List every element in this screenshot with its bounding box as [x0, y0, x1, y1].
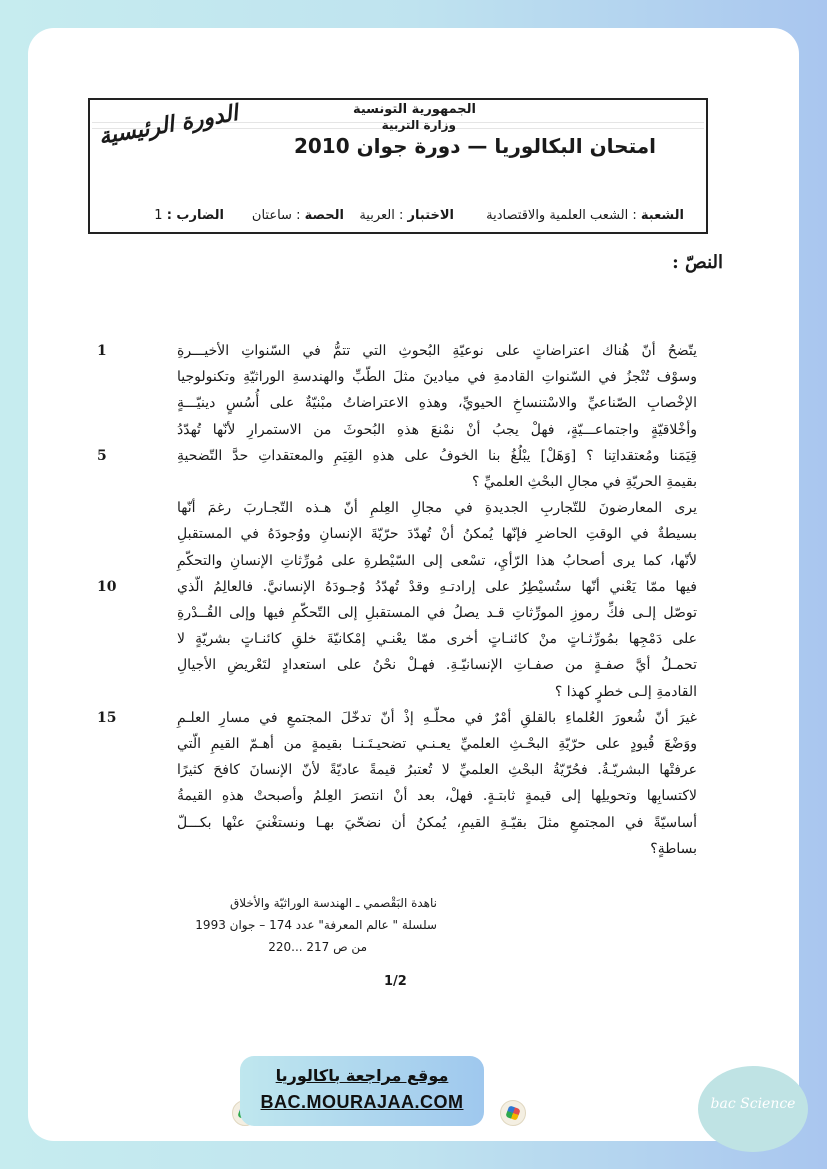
- passage-line: [177, 731, 697, 757]
- passage-line-text: لاكتسابِها وتحويلِها إلى قيمةٍ ثابتـةٍ. فهلْ، بعد أنْ انتصرَ العِلمُ وأصبحتْ هذهِ القيمةُ: [177, 788, 697, 805]
- duration-info: [252, 208, 344, 223]
- coefficient-value: 1: [154, 208, 163, 223]
- passage-line: [177, 626, 697, 652]
- passage-line: [97, 338, 697, 364]
- passage-line: [177, 783, 697, 809]
- duration-value: : ساعتان: [251, 208, 301, 223]
- passage-line: [97, 443, 697, 469]
- coefficient-info: [154, 208, 224, 223]
- passage-line: [177, 757, 697, 783]
- passage-line-text: بسيطةٌ في الوقتِ الحاضرِ فإنّها يُمكنُ أنْ تُهدّدَ حرّيّةَ الإنسانِ ووُجودَهُ في المستقبلِ: [177, 526, 697, 543]
- republic-name: الجمهورية التونسية: [352, 102, 476, 117]
- footer-site-banner[interactable]: [240, 1056, 484, 1126]
- passage-line-text: بقيمةِ الحريّةِ في مجالِ البحْثِ العلميِّ ؟: [471, 474, 697, 490]
- passage-line: [177, 364, 697, 390]
- footer-site-arabic[interactable]: موقع مراجعة باكالوريا: [275, 1066, 449, 1085]
- passage-line: [97, 705, 697, 731]
- passage-line: [97, 574, 697, 600]
- exam-title: امتحان البكالوريا — دورة جوان 2010: [293, 134, 656, 158]
- passage-line: [177, 495, 697, 521]
- line-number: 1: [97, 343, 107, 359]
- coefficient-label: الضارب :: [166, 208, 224, 223]
- logo-right-icon: [500, 1100, 526, 1126]
- section-value: : الشعب العلمية والاقتصادية: [486, 208, 637, 223]
- passage-line-text: وسوْف تُنْجزُ في السّنواتِ القادمةِ في ميادينَ مثلَ الطّبِّ والهندسةِ الوراثيّةِ وتكنولوجيا: [177, 369, 697, 386]
- passage-line-text: الإخْصابِ الصّناعيِّ والاسْتنساخِ الحيويِّ، وهذهِ الاعتراضاتُ مبْنيّةٌ على أُسُسٍ دينيّـــةٍ: [177, 395, 697, 412]
- passage-line: [177, 810, 697, 836]
- subject-info: [359, 208, 454, 223]
- badge-label: bac Science: [710, 1096, 796, 1112]
- passage-line-text: تحمـلُ أيَّ صفـةٍ من صفـاتِ الإنسانيّـةِ. فهـلْ نحْنُ على استعدادٍ لتَعْريضِ الأجيالِ: [177, 657, 697, 674]
- bac-science-badge: [698, 1066, 808, 1152]
- passage-line: [177, 521, 697, 547]
- passage-line: [177, 679, 697, 705]
- source-pages: من ص 217 ...220: [268, 940, 367, 954]
- passage-line-text: غيرَ أنّ شُعورَ العُلماءِ بالقلقِ أمْرٌ في محلّـهِ إذْ أنّ تدخّلَ المجتمعِ في مسارِ العلـمِ: [177, 709, 697, 726]
- footer-site-url[interactable]: BAC.MOURAJAA.COM: [260, 1092, 464, 1112]
- line-number: 15: [97, 709, 117, 726]
- source-author-title: ناهدة البَقْصمي ـ الهندسة الوراثيّة والأخلاق: [229, 896, 437, 910]
- session-label: الدورة الرئيسية: [96, 99, 240, 151]
- exam-info-row: [106, 208, 692, 228]
- passage-line-text: قِيَمَنا ومُعتقداتِنا ؟ [وَهَلْ] يبْلُغُ بنا الخوفُ على هذهِ القِيَمِ والمعتقداتِ حدَّ التّضحيةِ: [177, 447, 697, 464]
- section-label: الشعبة: [640, 208, 684, 223]
- passage-line: [177, 469, 697, 495]
- passage-line-text: بساطةٍ؟: [650, 840, 697, 857]
- passage-line: [177, 548, 697, 574]
- passage-line-text: فيها ممّا يَعْني أنّها ستُسيْطِرُ على إرادتـهِ وقدْ تُهدّدُ وُجـودَهُ الإنسانيَّ. فالعالِمُ الّذي: [177, 578, 697, 595]
- passage-line-text: يتّضحُ أنّ هُناك اعتراضاتٍ على نوعيّةِ البُحوثِ التي تتمُّ في السّنواتِ الأخيـــرةِ: [177, 343, 697, 359]
- passage-line-text: ووَضْعَ قُيودٍ على حرّيّةِ البحْـثِ العلميِّ يعـنـي تضحيـتَـنـا بقيمةٍ من أهـمّ القيمِ الّتي: [177, 736, 697, 752]
- passage-line: [177, 836, 697, 862]
- subject-value: : العربية: [359, 208, 404, 223]
- passage-line-text: توصّل إلـى فكِّ رموزِ المورِّثاتِ قـد يصلُ في المستقبلِ إلى التّحكّمِ فيها وإلى القُــدْرةِ: [177, 605, 697, 621]
- ministry-name: وزارة التربية: [381, 118, 456, 132]
- passage-line-text: عرفتْها البشريّـةُ. فحُرّيّةُ البحْثِ العلميِّ لا تُعتبرُ قيمةً عاديّةً لأنّ الإنسانَ كافحَ كثيرًا: [177, 762, 697, 779]
- duration-label: الحصة: [304, 208, 344, 223]
- passage-line: [177, 390, 697, 416]
- section-info: [486, 208, 684, 223]
- passage-line-text: يرى المعارضونَ للتّجاربِ الجديدةِ في مجالِ العِلمِ أنّ هـذه التّجـاربَ رغمَ أنّها: [177, 500, 697, 517]
- subject-label: الاختبار: [407, 208, 454, 223]
- passage-line: [177, 417, 697, 443]
- passage-line-text: لأنّها، كما يرى أصحابُ هذا الرّأيِ، تسْعى إلى السّيْطرةِ على مُورِّثاتِ الإنسانِ والتحكّمِ: [177, 552, 697, 569]
- line-number: 5: [97, 447, 107, 464]
- passage-line: [177, 652, 697, 678]
- text-heading: النصّ :: [672, 252, 723, 273]
- exam-header: [88, 98, 708, 234]
- passage-line-text: وأخْلاقيّةٍ واجتماعـــيّةٍ، فهلْ يجبُ أنْ نمْنعَ هذهِ البُحوثَ من الاستمرارِ لأنّها تُهدّدُ: [177, 421, 697, 438]
- line-number: 10: [97, 578, 117, 595]
- passage-line-text: القادمةِ إلـى خطرٍ كهذا ؟: [554, 683, 697, 700]
- source-series: سلسلة " عالم المعرفة" عدد 174 – جوان 1993: [195, 918, 437, 932]
- passage-line: [177, 600, 697, 626]
- passage-line-text: أساسيّةً في المجتمعِ مثلَ بقيّـةِ القيمِ، يُمكنُ أن نضحّيَ بهـا ونستغْنيَ عنْها بكـــلّ: [177, 814, 697, 831]
- page-number: 1/2: [384, 974, 407, 989]
- passage-line-text: على دَمْجِها بمُورِّثـاتٍ منْ كائنـاتٍ أخرى ممّا يعْنـي إمْكانيّةَ خلقِ كائنـاتٍ بشريّةٍ لا: [177, 631, 697, 648]
